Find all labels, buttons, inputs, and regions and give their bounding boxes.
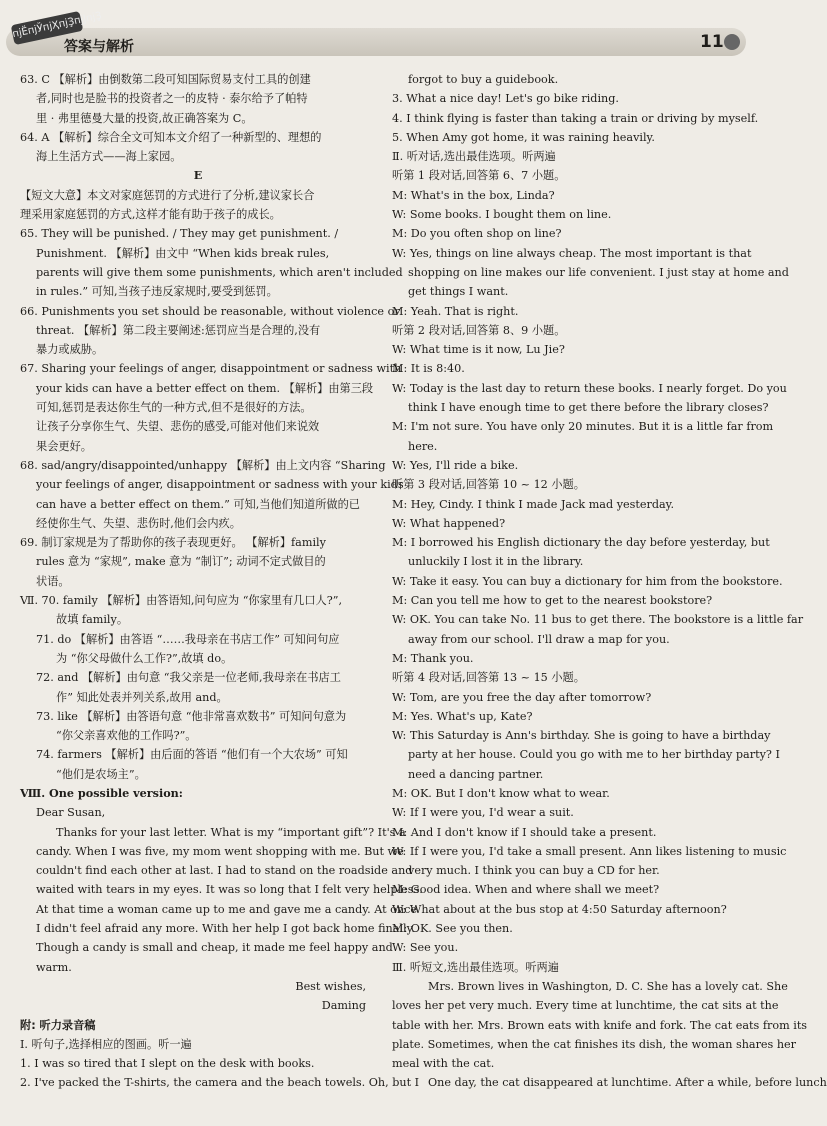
right-column [392, 70, 827, 1093]
left-text-line: in rules.” 可知,当孩子违反家规时,要受到惩罚。 [36, 285, 278, 299]
right-text-line: M: I borrowed his English dictionary the day before yesterday, but [392, 536, 770, 550]
right-text-line: W: See you. [392, 941, 459, 955]
right-text-line: W: Some books. I bought them on line. [392, 208, 612, 222]
left-text-line: Punishment. 【解析】由文中 “When kids break rules, [36, 246, 330, 260]
right-text-line: away from our school. I'll draw a map for you. [408, 632, 670, 646]
left-text-line: 65. They will be punished. / They may get punishment. / [20, 227, 339, 241]
left-text-line: 者,同时也是脸书的投资者之一的皮特 · 泰尔给予了帕特 [36, 92, 308, 106]
right-text-line: W: Today is the last day to return these books. I nearly forget. Do you [392, 381, 787, 395]
right-text-line: 听第 4 段对话,回答第 13 ~ 15 小题。 [392, 671, 585, 685]
left-text-line: Ⅷ. One possible version: [20, 785, 183, 800]
right-text-line: M: OK. But I don't know what to wear. [392, 786, 610, 800]
right-text-line: W: What about at the bus stop at 4:50 Saturday afternoon? [392, 902, 727, 916]
left-text-line: 状语。 [36, 574, 70, 588]
right-text-line: W: If I were you, I'd wear a suit. [392, 806, 574, 820]
left-text-line: Dear Susan, [36, 806, 106, 820]
left-text-line: 68. sad/angry/disappointed/unhappy 【解析】由上文内容 “Sharing [20, 458, 386, 472]
left-text-line: 66. Punishments you set should be reasonable, without violence or [20, 304, 400, 318]
left-text-line: waited with tears in my eyes. It was so long that I felt very helpless. [36, 883, 423, 897]
right-text-line: W: What time is it now, Lu Jie? [392, 343, 565, 357]
left-text-line: 63. C 【解析】由倒数第二段可知国际贸易支付工具的创建 [20, 73, 311, 86]
right-text-line: 5. When Amy got home, it was raining heavily. [392, 130, 655, 144]
right-text-line: W: This Saturday is Ann's birthday. She is going to have a birthday [392, 729, 771, 743]
left-text-line: Ⅰ. 听句子,选择相应的图画。听一遍 [20, 1037, 192, 1051]
left-text-line: Thanks for your last letter. What is my “important gift”? It's a [56, 825, 406, 839]
left-text-line: 里 · 弗里德曼大量的投资,故正确答案为 C。 [36, 111, 253, 125]
right-text-line: M: Can you tell me how to get to the nearest bookstore? [392, 594, 713, 608]
right-text-line: unluckily I lost it in the library. [408, 555, 584, 569]
right-text-line: need a dancing partner. [408, 767, 544, 781]
left-text-line: 71. do 【解析】由答语 “……我母亲在书店工作” 可知问句应 [36, 632, 340, 646]
right-text-line: 听第 3 段对话,回答第 10 ~ 12 小题。 [392, 478, 585, 492]
right-text-line: meal with the cat. [392, 1057, 495, 1071]
right-text-line: 听第 2 段对话,回答第 8、9 小题。 [392, 323, 566, 337]
right-text-line: table with her. Mrs. Brown eats with knife and fork. The cat eats from its [392, 1018, 808, 1032]
header-dot-icon [724, 34, 740, 50]
left-text-line: Though a candy is small and cheap, it made me feel happy and [36, 941, 393, 955]
right-text-line: M: And I don't know if I should take a present. [392, 825, 657, 839]
left-text-line: parents will give them some punishments, which aren't included [36, 265, 403, 279]
right-text-line: loves her pet very much. Every time at lunchtime, the cat sits at the [392, 999, 779, 1013]
right-text-line: M: Thank you. [392, 651, 474, 665]
left-text-line: threat. 【解析】第二段主要阐述:惩罚应当是合理的,没有 [36, 323, 321, 337]
right-text-line: One day, the cat disappeared at lunchtime. After a while, before lunch [428, 1076, 827, 1090]
left-text-line: 经使你生气、失望、悲伤时,他们会内疚。 [36, 516, 241, 530]
series-logo: пјЁпјЎпјҲпјҘпјЈпјҘ [11, 11, 84, 45]
right-text-line: 听第 1 段对话,回答第 6、7 小题。 [392, 169, 566, 183]
left-text-line: 让孩子分享你生气、失望、悲伤的感受,可能对他们来说效 [36, 420, 320, 434]
right-text-line: shopping on line makes our life convenient. I just stay at home and [408, 265, 789, 279]
right-text-line: M: Yeah. That is right. [392, 304, 519, 318]
right-text-line: M: Do you often shop on line? [392, 227, 562, 241]
right-text-line: M: Hey, Cindy. I think I made Jack mad yesterday. [392, 497, 675, 511]
left-text-line: 故填 family。 [56, 613, 129, 627]
left-text-line: 暴力或威胁。 [36, 343, 104, 357]
left-text-line: 作” 知此处表并列关系,故用 and。 [56, 690, 228, 704]
right-text-line: W: Yes, things on line always cheap. The most important is that [392, 246, 752, 260]
page-number: 11 [700, 32, 724, 52]
right-text-line: W: Tom, are you free the day after tomorrow? [392, 690, 652, 704]
right-text-line: plate. Sometimes, when the cat finishes its dish, the woman shares her [392, 1037, 797, 1051]
right-text-line: think I have enough time to get there before the library closes? [408, 401, 769, 415]
right-text-line: W: If I were you, I'd take a small present. Ann likes listening to music [392, 844, 787, 858]
right-text-line: 3. What a nice day! Let's go bike riding. [392, 92, 619, 106]
right-text-line: Ⅲ. 听短文,选出最佳选项。听两遍 [392, 960, 559, 974]
left-text-line: “他们是农场主”。 [56, 767, 146, 781]
right-text-line: Ⅱ. 听对话,选出最佳选项。听两遍 [392, 150, 556, 164]
left-text-line: candy. When I was five, my mom went shopping with me. But we [36, 844, 404, 858]
left-text-line: 海上生活方式——海上家园。 [36, 150, 182, 164]
right-text-line: W: OK. You can take No. 11 bus to get there. The bookstore is a little far [392, 613, 804, 627]
right-text-line: W: Yes, I'll ride a bike. [392, 458, 519, 472]
right-text-line: W: What happened? [392, 516, 506, 530]
left-text-line: “你父亲喜欢他的工作吗?”。 [56, 729, 197, 743]
left-text-line: 理采用家庭惩罚的方式,这样才能有助于孩子的成长。 [20, 208, 281, 222]
left-text-line: couldn't find each other at last. I had to stand on the roadside and [36, 864, 413, 878]
left-text-line: 果会更好。 [36, 439, 92, 453]
left-text-line: E [193, 168, 203, 183]
header-title: 答案与解析 [64, 39, 134, 55]
page-header [0, 0, 768, 66]
left-text-line: 67. Sharing your feelings of anger, disappointment or sadness with [20, 362, 402, 376]
right-text-line: get things I want. [408, 285, 509, 299]
left-text-line: Ⅶ. 70. family 【解析】由答语知,问句应为 “你家里有几口人?”, [20, 594, 343, 608]
right-text-line: M: Yes. What's up, Kate? [392, 709, 533, 723]
right-text-line: M: It is 8:40. [392, 362, 465, 376]
right-text-line: very much. I think you can buy a CD for her. [408, 864, 660, 878]
left-text-line: can have a better effect on them.” 可知,当他们知道所做的已 [36, 497, 360, 511]
left-text-line: 2. I've packed the T-shirts, the camera and the beach towels. Oh, but I [20, 1076, 420, 1090]
left-text-line: warm. [36, 960, 72, 974]
left-text-line: At that time a woman came up to me and gave me a candy. At once [36, 902, 417, 916]
right-text-line: 4. I think flying is faster than taking a train or driving by myself. [392, 111, 759, 125]
left-text-line: your feelings of anger, disappointment or sadness with your kids [36, 478, 404, 492]
left-text-line: 【短文大意】本文对家庭惩罚的方式进行了分析,建议家长合 [20, 188, 315, 202]
left-text-line: 74. farmers 【解析】由后面的答语 “他们有一个大农场” 可知 [36, 748, 348, 762]
left-text-line: Best wishes, [295, 979, 366, 993]
right-text-line: Mrs. Brown lives in Washington, D. C. She has a lovely cat. She [428, 979, 788, 993]
left-text-line: 可知,惩罚是表达你生气的一种方式,但不是很好的方法。 [36, 401, 312, 415]
left-text-line: 1. I was so tired that I slept on the desk with books. [20, 1057, 315, 1071]
left-text-line: Daming [321, 999, 366, 1013]
left-text-line: 为 “你父母做什么工作?”,故填 do。 [56, 651, 233, 665]
left-text-line: 附: 听力录音稿 [20, 1018, 96, 1032]
right-text-line: W: Take it easy. You can buy a dictionary for him from the bookstore. [392, 574, 783, 588]
left-text-line: 73. like 【解析】由答语句意 “他非常喜欢数书” 可知问句意为 [36, 709, 347, 723]
right-text-line: M: What's in the box, Linda? [392, 188, 555, 202]
right-text-line: M: I'm not sure. You have only 20 minutes. But it is a little far from [392, 420, 774, 434]
right-text-line: M: Good idea. When and where shall we meet? [392, 883, 660, 897]
left-text-line: rules 意为 “家规”, make 意为 “制订”; 动词不定式做目的 [36, 555, 326, 569]
right-text-line: party at her house. Could you go with me to her birthday party? I [408, 748, 780, 762]
right-text-line: M: OK. See you then. [392, 922, 513, 936]
right-text-line: forgot to buy a guidebook. [408, 73, 559, 86]
right-text-line: here. [408, 439, 438, 453]
left-text-line: your kids can have a better effect on them. 【解析】由第三段 [36, 381, 374, 395]
left-text-line: 72. and 【解析】由句意 “我父亲是一位老师,我母亲在书店工 [36, 671, 341, 685]
left-text-line: 64. A 【解析】综合全文可知本文介绍了一种新型的、理想的 [20, 130, 322, 144]
left-text-line: I didn't feel afraid any more. With her help I got back home finally. [36, 922, 415, 936]
left-text-line: 69. 制订家规是为了帮助你的孩子表现更好。 【解析】family [20, 536, 326, 550]
